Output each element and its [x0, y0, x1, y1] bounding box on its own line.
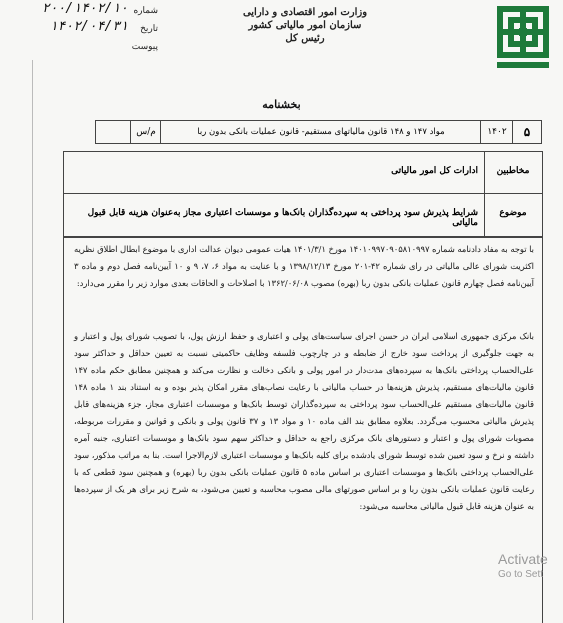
body-paragraph-2: بانک مرکزی جمهوری اسلامی ایران در حسن اجرای سیاست‌های پولی و اعتباری و حفظ ارزش پول، با تصویب شورای پول و اعتبار و به جهت جلوگیری از پرداخت سود خارج از ضابطه و در چارچوب فلسفه وظایف حاکمیتی نسبت به تعیین حداقل و حداکثر سود علی‌الحساب پرداختی بانک‌ها به سپرده‌های مدت‌دار در امور پولی و بانکی دخالت و نظارت می‌کند و همچنین مطابق حکم ماده ۱۴۷ قانون مالیات‌های مستقیم، پذیرش هزینه‌ها در حساب مالیاتی با رعایت نصاب‌های مقرر امکان پذیر بوده و به استناد بند ۱ ماده ۱۴۸ قانون مالیات‌های مستقیم علی‌الحساب سود پرداختی به سپرده‌گذاران توسط بانک‌ها و موسسات اعتباری مجاز، جزء هزینه‌های قابل پذیرش مالیاتی محسوب می‌گردد. بعلاوه مطابق بند الف ماده ۱۰ و مواد ۱۳ و ۳۷ قانون پولی و بانکی و قوانین و مقررات مربوطه، مصوبات شورای پول و اعتبار و دستورهای بانک مرکزی راجع به حداقل و حداکثر سهم سود بانک‌ها و موسسات اعتباری، جنبه آمره داشته و نرخ و سود تعیین شده توسط شورای یادشده برای کلیه بانک‌ها و موسسات اعتباری لازم‌الاجرا است. بنا به مراتب مذکور، سود علی‌الحساب پرداختی بانک‌ها و موسسات اعتباری بر اساس ماده ۵ قانون عملیات بانکی بدون ربا (بهره) و همچنین سود قطعی که با رعایت قانون عملیات بانکی بدون ربا و بر اساس صورتهای مالی مصوب محاسبه و تعیین می‌شود، به شرح زیر برای هر یک از سپرده‌ها به عنوان هزینه قابل قبول مالیاتی محاسبه می‌شود:: [74, 331, 534, 511]
header-table: [63, 151, 543, 238]
table-divider: [64, 193, 542, 194]
tax-organization-logo-icon: [495, 4, 551, 72]
circular-subject-ref: مواد ۱۴۷ و ۱۴۸ قانون مالیاتهای مستقیم- قانون عملیات بانکی بدون ربا: [160, 121, 481, 143]
number-row: [8, 2, 158, 20]
subject-label: موضوع: [499, 208, 527, 218]
circular-code: م/س: [130, 121, 161, 143]
watermark-line-2: Go to Sett: [498, 569, 544, 580]
audience-label: مخاطبین: [496, 166, 530, 176]
attachment-label: پیوست: [131, 42, 158, 52]
circular-year: ۱۴۰۲: [480, 121, 513, 143]
number-value: ۲۰۰/۱۴۰۲/۱۰: [41, 1, 128, 16]
number-label: شماره: [133, 6, 158, 16]
body-paragraph-1: با توجه به مفاد دادنامه شماره ۱۴۰۱۰۹۹۷۰۹۰۵۸۱۰۹۹۷ مورخ ۱۴۰۱/۳/۱ هیات عمومی دیوان عدالت اداری با موضوع ابطال اطلاق نظریه اکثریت شورای عالی مالیاتی در رای شماره ۴۲-۲۰۱ مورخ ۱۳۹۸/۱۲/۱۳ و با عنایت به مواد ۶، ۷، ۹ و ۱۰ آیین‌نامه فصل دوم و ماده ۳ آیین‌نامه فصل چهارم قانون عملیات بانکی بدون ربا (بهره) مصوب ۱۳۶۲/۰۶/۰۸ با اصلاحات و الحاقات بعدی موارد زیر را مقرر می‌دارد:: [74, 244, 534, 288]
activation-watermark: [498, 551, 548, 580]
office-name: رئیس کل: [285, 33, 325, 44]
document-title: بخشنامه: [262, 98, 301, 111]
subject-value: شرایط پذیرش سود پرداختی به سپرده‌گذاران بانک‌ها و موسسات اعتباری مجاز به‌عنوان هزینه قابل قبول مالیاتی: [87, 208, 478, 228]
empty-cell: [96, 121, 131, 143]
organization-name: سازمان امور مالیاتی کشور: [248, 20, 362, 31]
document-meta: [8, 2, 158, 56]
ministry-header: [200, 6, 410, 45]
document-body: [63, 236, 543, 623]
date-label: تاریخ: [140, 24, 158, 34]
attachment-row: [8, 38, 158, 56]
ministry-name: وزارت امور اقتصادی و دارایی: [242, 7, 368, 18]
date-value: ۱۴۰۲/۰۴/۳۱: [49, 19, 128, 34]
circular-number: ۵: [512, 121, 541, 143]
date-row: [8, 20, 158, 38]
audience-value: ادارات کل امور مالیاتی: [391, 166, 478, 176]
table-column-divider: [484, 152, 485, 237]
circular-info-row: [95, 120, 542, 144]
binder-line: [32, 60, 33, 620]
watermark-line-1: Activate: [498, 551, 548, 567]
